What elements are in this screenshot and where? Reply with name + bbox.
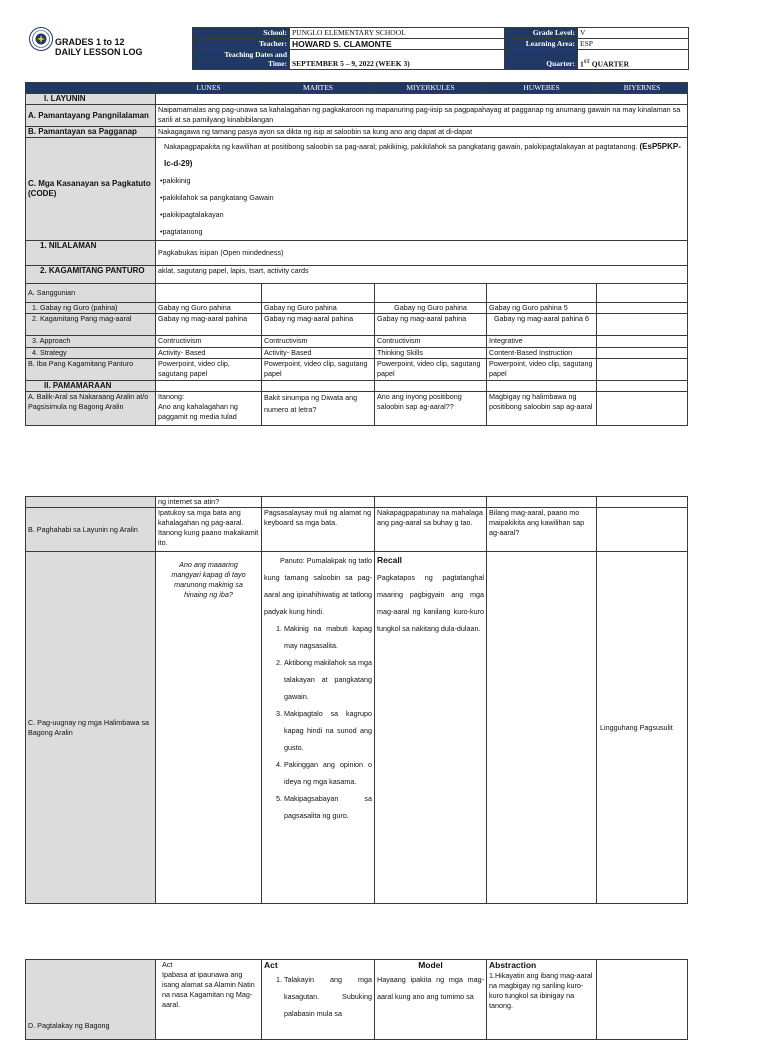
balik-aral-cell: Itanong: Ano ang kahalagahan ng paggamit ng media tulad <box>156 392 262 426</box>
lesson-table-page1 <box>25 82 688 426</box>
pamantayan-pagganap-text: Nakagagawa ng tamang pasya ayon sa dikta ng isip at saloobin sa kung ano ang dapat at di-dapat <box>156 127 688 138</box>
row-cell: Gabay ng Guro pahina <box>156 303 262 314</box>
kasanayan-bullet: •pakikipagtalakayan <box>160 210 224 219</box>
model-text: Hayaang ipakita ng mga mag-aaral kung ano ang tumimo sa <box>377 975 484 1001</box>
school-value: PUNGLO ELEMENTARY SCHOOL <box>290 28 505 39</box>
row-cell: Gabay ng mag-aaral pahina 6 <box>487 314 597 336</box>
row-cell: Powerpoint, video clip, sagutang papel <box>156 359 262 381</box>
sanggunian-label: A. Sanggunian <box>26 284 156 303</box>
row-label: 3. Approach <box>26 336 156 348</box>
row-cell: Gabay ng Guro pahina 5 <box>487 303 597 314</box>
balik-aral-label: A. Balik-Aral sa Nakaraang Aralin at/o Pagsisimula ng Bagong Aralin <box>26 392 156 426</box>
day-header: HUWEBES <box>487 83 597 94</box>
pamamaraan-heading: II. PAMAMARAAN <box>26 381 156 392</box>
row-cell <box>597 314 688 336</box>
kasanayan-bullet: •pakikinig <box>160 176 191 185</box>
pagtalakay-label: D. Pagtalakay ng Bagong <box>26 960 156 1040</box>
day-header: MIYERKULES <box>375 83 487 94</box>
row-cell <box>597 348 688 359</box>
pagtalakay-miyerkules <box>375 960 487 1040</box>
day-header: BIYERNES <box>597 83 688 94</box>
pagtalakay-lunes: Act Ipabasa at ipaunawa ang isang alamat sa Alamin Natin na nasa Kagamitan ng Mag-aaral. <box>156 960 262 1040</box>
paghahabi-cell: Nakapagpapatunay na mahalaga ang pag-aaral sa buhay g tao. <box>375 508 487 552</box>
day-header: LUNES <box>156 83 262 94</box>
row-cell: Thinking Skills <box>375 348 487 359</box>
row-cell: Contructivism <box>156 336 262 348</box>
kagamitan-label: 2. KAGAMITANG PANTURO <box>26 266 156 284</box>
kagamitan-text: aklat, sagutang papel, lapis, tsart, activity cards <box>156 266 688 284</box>
row-cell <box>597 303 688 314</box>
pag-uugnay-miyerkules <box>375 552 487 904</box>
dates-label: Teaching Dates and Time: <box>193 50 290 70</box>
teacher-label: Teacher: <box>193 39 290 50</box>
lingguhang-pagsusulit: Lingguhang Pagsusulit <box>597 552 688 904</box>
model-title: Model <box>418 960 443 970</box>
row-cell: Gabay ng Guro pahina <box>375 303 487 314</box>
kasanayan-code: (EsP5PKP-Ic-d-29) <box>164 142 681 168</box>
school-label: School: <box>193 28 290 39</box>
kasanayan-bullet: •pagtatanong <box>160 227 203 236</box>
paghahabi-cell: Ipatukoy sa mga bata ang kahalagahan ng pag-aaral. Itanong kung paano makakamit ito. <box>156 508 262 552</box>
martes-list-item: 4. Pakinggan ang opinion o ideya ng mga kasama. <box>284 756 372 790</box>
nilalaman-text: Pagkabukas isipan (Open mindedness) <box>156 241 688 266</box>
row-label: 2. Kagamitang Pang mag-aaral <box>26 314 156 336</box>
area-label: Learning Area: <box>505 39 578 50</box>
continued-text: ng internet sa atin? <box>156 497 262 508</box>
act-title: Act <box>264 960 278 970</box>
balik-aral-cell: Ano ang inyong positibong saloobin sap ag-aaral?? <box>375 392 487 426</box>
form-title: GRADES 1 to 12 DAILY LESSON LOG <box>55 37 143 57</box>
day-header: MARTES <box>262 83 375 94</box>
row-cell: Activity- Based <box>156 348 262 359</box>
quarter-label: Quarter: <box>505 50 578 70</box>
paghahabi-cell: Pagsasalaysay muli ng alamat ng keyboard sa mga bata. <box>262 508 375 552</box>
balik-aral-cell: Magbigay ng halimbawa ng positibong saloobin sap ag-aaral <box>487 392 597 426</box>
pagtalakay-martes <box>262 960 375 1040</box>
kasanayan-bullet: •pakikilahok sa pangkatang Gawain <box>160 193 274 202</box>
recall-title: Recall <box>377 555 403 565</box>
header-table <box>192 27 689 70</box>
deped-seal <box>29 27 53 51</box>
row-cell: Activity- Based <box>262 348 375 359</box>
row-cell: Integrative <box>487 336 597 348</box>
row-label: 1. Gabay ng Guro (pahina) <box>26 303 156 314</box>
abstraction-title: Abstraction <box>489 960 537 970</box>
row-label: 4. Strategy <box>26 348 156 359</box>
act-list-item: 1. Talakayin ang mga kasagutan. Subuking palabasin mula sa <box>284 971 372 1022</box>
paghahabi-cell <box>597 508 688 552</box>
nilalaman-label: 1. NILALAMAN <box>26 241 156 266</box>
martes-list-item: 1. Makinig na mabuti kapag may nagsasalita. <box>284 620 372 654</box>
pamantayang-pangnilalaman-text: Naipamamalas ang pag-unawa sa kahalagahan ng pagkakaroon ng mapanuring pag-iisip sa pagpapahayag at pagganap ng anumang gawain na may kinalaman sa sarili at sa pamilyang kinabibilangan <box>156 105 688 127</box>
row-cell: Content-Based Instruction <box>487 348 597 359</box>
lesson-table-page3 <box>25 959 688 1040</box>
row-cell: Gabay ng mag-aaral pahina <box>375 314 487 336</box>
row-cell: Gabay ng mag-aaral pahina <box>262 314 375 336</box>
pamantayang-pangnilalaman-label: A. Pamantayang Pangnilalaman <box>26 105 156 127</box>
row-cell <box>597 336 688 348</box>
kasanayan-text: Nakapagpapakita ng kawilihan at positibong saloobin sa pag-aaral; pakikinig, pakikilahok sa pangkatang gawain, pakikipagtalakayan at pagtatanong. <box>164 142 638 151</box>
martes-list-item: 5. Makipagsabayan sa pagsasalita ng guro. <box>284 790 372 824</box>
pag-uugnay-label: C. Pag-uugnay ng mga Halimbawa sa Bagong Aralin <box>26 552 156 904</box>
paghahabi-label: B. Paghahabi sa Layunin ng Aralin <box>26 508 156 552</box>
pag-uugnay-lunes: Ano ang maaaring mangyari kapag di tayo marunong makinig sa hinaing ng iba? <box>156 552 262 904</box>
layunin-heading: I. LAYUNIN <box>26 94 156 105</box>
recall-text: Pagkatapos ng pagtatanghal maaring pagbigyain ang mga mag-aaral ng kanilang kuro-kuro tungkol sa nakitang dula-dulaan. <box>377 573 484 633</box>
row-cell: Gabay ng mag-aaral pahina <box>156 314 262 336</box>
row-cell: Powerpoint, video clip, sagutang papel <box>487 359 597 381</box>
grade-label: Grade Level: <box>505 28 578 39</box>
martes-instructions: Panuto: Pumalakpak ng tatlo kung tamang saloobin sa pag-aaral ang ipinahihiwatig at tatlong padyak kung hindi. <box>264 556 372 616</box>
balik-aral-cell <box>597 392 688 426</box>
row-cell: Powerpoint, video clip, sagutang papel <box>262 359 375 381</box>
corner-cell <box>26 83 156 94</box>
kasanayan-cell <box>156 138 688 241</box>
kasanayan-label: C. Mga Kasanayan sa Pagkatuto (CODE) <box>26 138 156 241</box>
quarter-value: 1ST QUARTER <box>578 50 689 70</box>
area-value: ESP <box>578 39 689 50</box>
teacher-value: HOWARD S. CLAMONTE <box>290 39 505 50</box>
abstraction-text: 1.Hikayatin ang ibang mag-aaral na magbigay ng sariling kuro-kuro tungkol sa ibinigay na tanong. <box>489 971 593 1010</box>
row-cell: Gabay ng Guro pahina <box>262 303 375 314</box>
grade-value: V <box>578 28 689 39</box>
pag-uugnay-martes <box>262 552 375 904</box>
row-cell: Powerpoint, video clip, sagutang papel <box>375 359 487 381</box>
row-label: B. Iba Pang Kagamitang Panturo <box>26 359 156 381</box>
balik-aral-cell: Bakit sinumpa ng Diwata ang numero at letra? <box>262 392 375 426</box>
pagtalakay-huwebes <box>487 960 597 1040</box>
pamantayan-pagganap-label: B. Pamantayan sa Pagganap <box>26 127 156 138</box>
paghahabi-cell: Bilang mag-aaral, paano mo maipakikita ang kawilihan sap ag-aaral? <box>487 508 597 552</box>
dates-value: SEPTEMBER 5 – 9, 2022 (WEEK 3) <box>290 50 505 70</box>
row-cell: Contructivism <box>375 336 487 348</box>
martes-list-item: 2. Aktibong makilahok sa mga talakayan at pangkatang gawain. <box>284 654 372 705</box>
lesson-table-page2 <box>25 496 688 904</box>
row-cell <box>597 359 688 381</box>
row-cell: Contructivism <box>262 336 375 348</box>
martes-list-item: 3. Makipagtalo sa kagrupo kapag hindi na sunod ang gusto. <box>284 705 372 756</box>
